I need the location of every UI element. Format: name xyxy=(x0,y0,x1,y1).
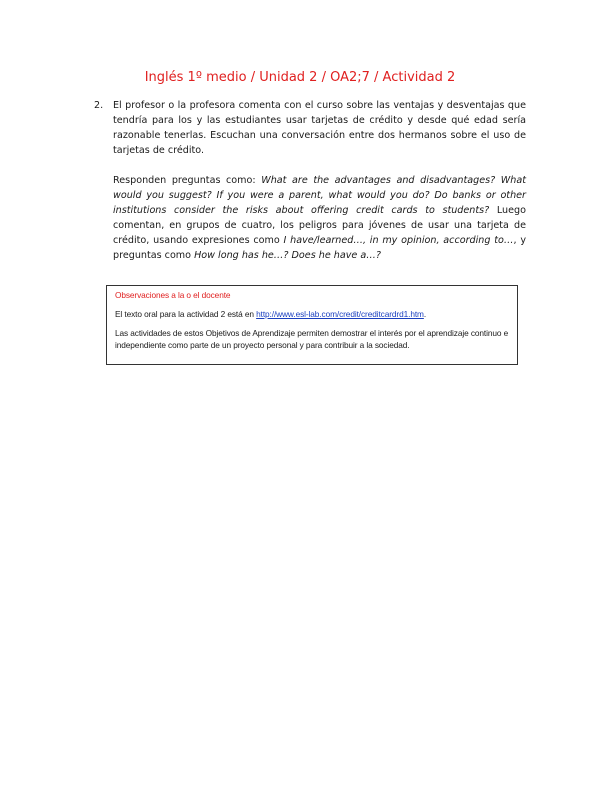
group-discussion-text: Luego comentan, en grupos de cuatro, los peligros para jóvenes de usar una tarjeta de crédito, usando expresiones como xyxy=(113,205,526,246)
page-title: Inglés 1º medio / Unidad 2 / OA2;7 / Actividad 2 xyxy=(144,70,456,85)
example-question-forms: How long has he…? Does he have a…? xyxy=(194,250,381,261)
teacher-notes-paragraph-2: Las actividades de estos Objetivos de Aprendizaje permiten demostrar el interés por el aprendizaje continuo e independiente como parte de un proyecto personal y para contribuir a la sociedad. xyxy=(115,328,509,350)
activity-item xyxy=(94,98,526,263)
example-expressions: I have/learned…, in my opinion, according to… xyxy=(283,235,514,246)
activity-number: 2. xyxy=(94,100,104,111)
teacher-notes-title: Observaciones a la o el docente xyxy=(115,290,231,300)
activity-paragraph-1: El profesor o la profesora comenta con el curso sobre las ventajas y desventajas que tendría para los y las estudiantes usar tarjetas de crédito y desde qué edad sería razonable tenerlas. Escuchan una conversación entre dos hermanos sobre el uso de tarjetas de crédito. xyxy=(113,100,526,156)
audio-source-link[interactable]: http://www.esl-lab.com/credit/creditcardrd1.htm xyxy=(256,309,424,319)
audio-source-prefix: El texto oral para la actividad 2 está en xyxy=(115,309,257,319)
example-questions: What are the advantages and disadvantages? What would you suggest? If you were a parent, what would you do? Do banks or other institutions consider the risks about offering credit cards to students? xyxy=(113,175,526,216)
teacher-notes-paragraph-1 xyxy=(115,308,509,320)
activity-paragraph-2 xyxy=(113,173,526,263)
audio-source-suffix: . xyxy=(423,309,427,319)
teacher-notes-box xyxy=(106,285,518,365)
questions-connector: , y preguntas como xyxy=(113,235,526,261)
questions-intro: Responden preguntas como: xyxy=(113,175,262,186)
activity-body xyxy=(113,98,526,263)
